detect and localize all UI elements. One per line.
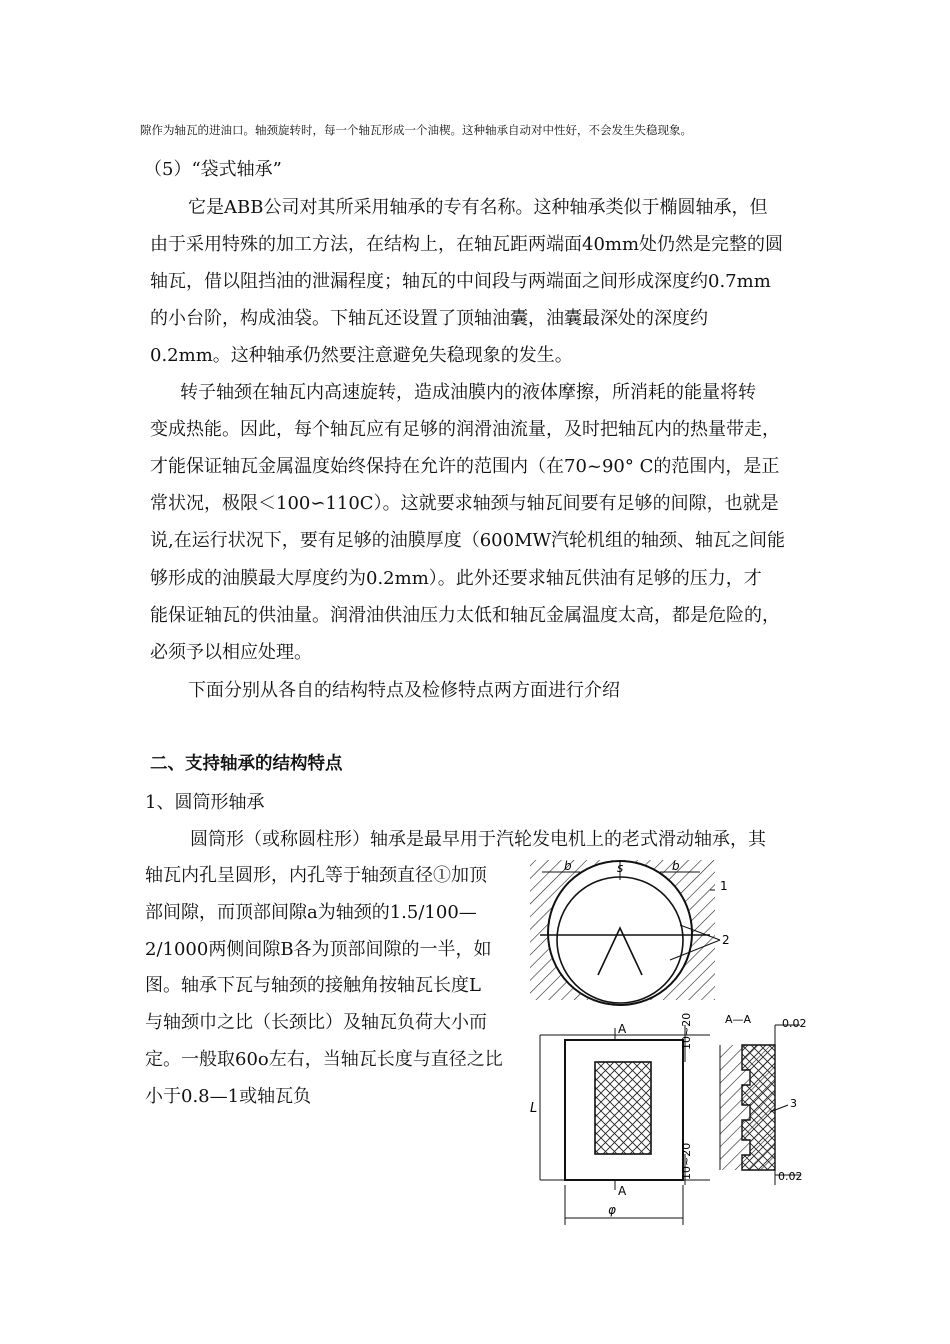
text-line: 小于0.8—1或轴瓦负 [145,1086,312,1107]
text-line: 图。轴承下瓦与轴颈的接触角按轴瓦长度L [145,975,481,996]
bearing-front-view [530,1013,710,1225]
chapter-heading: 二、支持轴承的结构特点 [150,754,343,774]
bearing-section-view [530,859,730,1005]
dim-top-label: 10~20 [680,1012,693,1050]
s-label: s [617,861,624,875]
text-line: 它是ABB公司对其所采用轴承的专有名称。这种轴承类似于椭圆轴承，但 [188,197,768,218]
part-3-label: 3 [790,1097,797,1110]
bearing-drawing [520,850,820,1230]
text-line: 的小台阶，构成油袋。下轴瓦还设置了顶轴油囊，油囊最深处的深度约 [150,308,708,329]
text-line: 必须予以相应处理。 [150,642,312,663]
text-line: 说,在运行状况下，要有足够的油膜厚度（600MW汽轮机组的轴颈、轴瓦之间能 [150,530,786,551]
dim-bottom-label: 10~20 [680,1142,693,1180]
text-line: 2/1000两侧间隙B各为顶部间隙的一半，如 [145,939,492,960]
part-2-label: 2 [722,933,730,947]
b-left-label: b [564,859,572,873]
text-line: 定。一般取60o左右，当轴瓦长度与直径之比 [145,1049,503,1070]
section-label: A—A [725,1013,752,1026]
text-line: 0.2mm。这种轴承仍然要注意避免失稳现象的发生。 [150,345,573,366]
text-line: 能保证轴瓦的供油量。润滑油供油压力太低和轴瓦金属温度太高，都是危险的， [150,605,780,626]
text-line: 常状况，极限＜100∽110C）。这就要求轴颈与轴瓦间要有足够的间隙，也就是 [150,493,779,514]
text-line: 与轴颈巾之比（长颈比）及轴瓦负荷大小而 [145,1012,487,1033]
text-line: 下面分别从各自的结构特点及检修特点两方面进行介绍 [188,680,620,701]
text-line: 转子轴颈在轴瓦内高速旋转，造成油膜内的液体摩擦，所消耗的能量将转 [180,382,756,403]
section-heading: （5）“袋式轴承” [144,159,282,180]
text-line: 由于采用特殊的加工方法，在结构上，在轴瓦距两端面40mm处仍然是完整的圆 [150,234,784,255]
text-line: 变成热能。因此，每个轴瓦应有足够的润滑油流量，及时把轴瓦内的热量带走， [150,419,780,440]
text-line: 轴瓦内孔呈圆形，内孔等于轴颈直径①加顶 [145,865,487,886]
text-line: 轴瓦，借以阻挡油的泄漏程度；轴瓦的中间段与两端面之间形成深度约0.7mm [150,271,771,292]
text-line: 圆筒形（或称圆柱形）轴承是最早用于汽轮发电机上的老式滑动轴承，其 [190,829,766,850]
tol-bottom-label: 0.02 [778,1170,803,1183]
dim-phi-label: φ [608,1203,616,1217]
text-line: 够形成的油膜最大厚度约为0.2mm）。此外还要求轴瓦供油有足够的压力，才 [150,568,762,589]
section-aa-view [720,1013,807,1185]
part-1-label: 1 [720,879,728,893]
a-bottom-label: A [618,1184,627,1198]
tol-top-label: 0.02 [782,1017,807,1030]
dim-l-label: L [530,1101,538,1116]
a-top-label: A [618,1022,627,1036]
text-line: 才能保证轴瓦金属温度始终保持在允许的范围内（在70~90° C的范围内，是正 [150,456,780,477]
text-line: 隙作为轴瓦的进油口。轴颈旋转时，每一个轴瓦形成一个油楔。这种轴承自动对中性好，不会发生失稳现象。 [140,123,692,137]
text-line: 部间隙，而顶部间隙a为轴颈的1.5/100— [145,902,477,923]
subsection-heading: 1、圆筒形轴承 [145,792,265,813]
b-right-label: b [672,859,680,873]
